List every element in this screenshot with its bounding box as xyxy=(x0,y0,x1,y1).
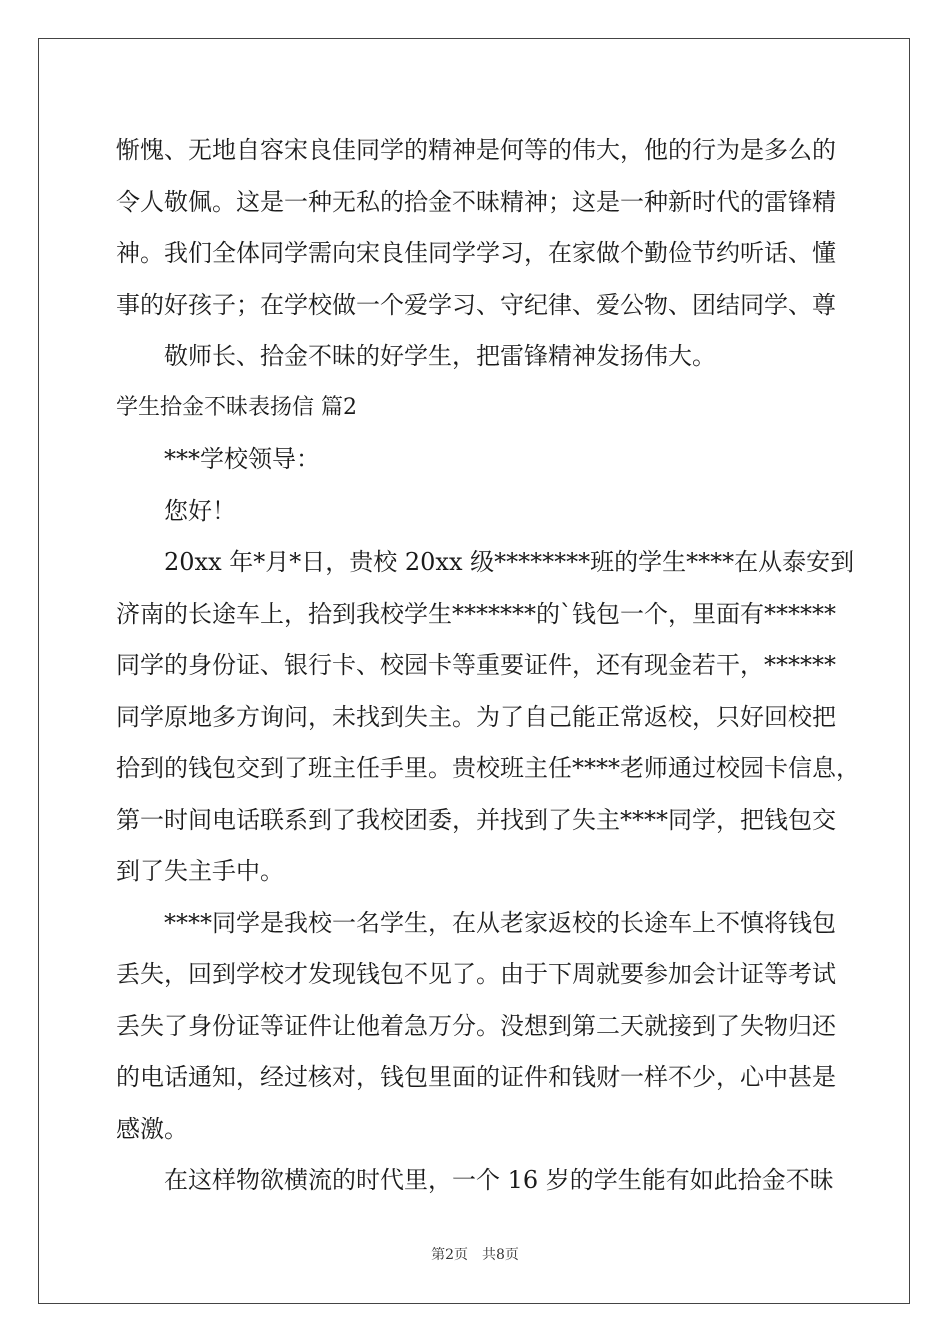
text-line: 拾到的钱包交到了班主任手里。贵校班主任****老师通过校园卡信息， xyxy=(116,754,860,782)
text-line: 敬师长、拾金不昧的好学生，把雷锋精神发扬伟大。 xyxy=(164,342,716,370)
page-number-footer: 第2页 共8页 xyxy=(431,1247,519,1263)
text-line: 丢失了身份证等证件让他着急万分。没想到第二天就接到了失物归还 xyxy=(116,1011,836,1040)
text-line: 感激。 xyxy=(116,1114,188,1143)
text-line: 第一时间电话联系到了我校团委，并找到了失主****同学，把钱包交 xyxy=(116,805,836,834)
text-line: 同学原地多方询问，未找到失主。为了自己能正常返校，只好回校把 xyxy=(116,702,836,731)
text-line: 您好！ xyxy=(164,496,236,525)
document-body xyxy=(116,126,860,1208)
text-line: 20xx 年*月*日，贵校 20xx 级********班的学生****在从泰安到 xyxy=(164,548,855,576)
text-line: 神。我们全体同学需向宋良佳同学学习，在家做个勤俭节约听话、懂 xyxy=(116,239,836,267)
section-heading: 学生拾金不昧表扬信 篇2 xyxy=(116,394,357,420)
text-line: 事的好孩子；在学校做一个爱学习、守纪律、爱公物、团结同学、尊 xyxy=(116,290,836,319)
text-line: 丢失，回到学校才发现钱包不见了。由于下周就要参加会计证等考试 xyxy=(116,960,836,988)
text-line: 济南的长途车上，拾到我校学生*******的`钱包一个，里面有****** xyxy=(116,599,836,628)
text-line: 的电话通知，经过核对，钱包里面的证件和钱财一样不少，心中甚是 xyxy=(116,1063,836,1091)
text-line: 在这样物欲横流的时代里，一个 16 岁的学生能有如此拾金不昧 xyxy=(164,1166,834,1194)
text-line: 惭愧、无地自容宋良佳同学的精神是何等的伟大，他的行为是多么的 xyxy=(116,136,836,164)
text-line: ***学校领导： xyxy=(164,445,320,473)
text-line: 到了失主手中。 xyxy=(116,857,284,885)
text-line: ****同学是我校一名学生，在从老家返校的长途车上不慎将钱包 xyxy=(164,908,836,937)
text-line: 令人敬佩。这是一种无私的拾金不昧精神；这是一种新时代的雷锋精 xyxy=(116,187,836,216)
text-line: 同学的身份证、银行卡、校园卡等重要证件，还有现金若干，****** xyxy=(116,651,836,679)
